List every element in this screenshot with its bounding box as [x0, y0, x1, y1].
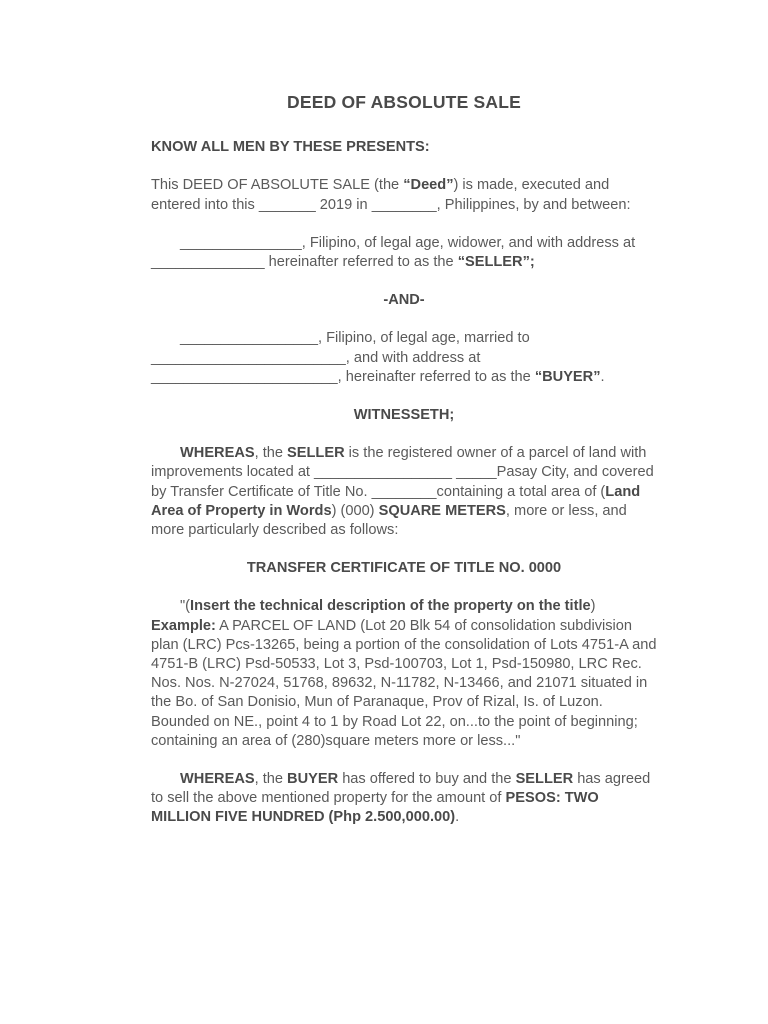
- insert-instruction: Insert the technical description of the property on the title: [190, 598, 591, 615]
- amount-term: PESOS: TWO MILLION FIVE HUNDRED (Php 2.500,000.00): [151, 790, 599, 826]
- buyer-paragraph: [151, 329, 657, 387]
- open-quote: "(: [180, 598, 191, 615]
- example-label: Example:: [151, 617, 216, 634]
- buyer-term: BUYER: [287, 771, 339, 788]
- buyer-end: .: [600, 368, 605, 385]
- intro-text: This DEED OF ABSOLUTE SALE (the: [151, 177, 404, 194]
- whereas-buyer-paragraph: [151, 770, 657, 828]
- buyer-label: “BUYER”: [534, 368, 601, 385]
- whereas-text-d: , more or less, and more particularly described as follows:: [151, 502, 627, 539]
- intro-text-rest: ) is made, executed and entered into this _______ 2019 in ________, Philippines, by and between:: [151, 177, 631, 213]
- whereas-text-b: has offered to buy and the: [338, 771, 516, 788]
- close-paren: ): [590, 598, 596, 615]
- whereas-label: WHEREAS: [180, 771, 255, 788]
- whereas-text-a: , the: [254, 771, 288, 788]
- whereas-seller-paragraph: [151, 444, 657, 540]
- deed-term: “Deed”: [403, 177, 454, 194]
- tct-heading: TRANSFER CERTIFICATE OF TITLE NO. 0000: [246, 560, 562, 577]
- square-meters-term: SQUARE METERS: [378, 502, 506, 519]
- seller-text: _______________, Filipino, of legal age, widower, and with address at ______________ hereinafter referred to as the: [151, 234, 636, 271]
- buyer-text: _________________, Filipino, of legal age, married to ________________________, and with address at _______________________, hereinafter referred to as the: [151, 330, 535, 385]
- and-separator: -AND-: [383, 292, 425, 309]
- whereas-text-b: is the registered owner of a parcel of land with improvements located at _________________ _____Pasay City, and covered by Transfer Certificate of Title No. ________containing a total area of (: [151, 445, 654, 500]
- technical-description-paragraph: [151, 597, 657, 751]
- land-area-term: Land Area of Property in Words: [151, 483, 641, 519]
- seller-term: SELLER: [515, 771, 574, 788]
- whereas-text-a: , the: [254, 445, 288, 462]
- deed-document: [151, 93, 657, 828]
- seller-term: SELLER: [287, 445, 345, 462]
- whereas-text-c: has agreed to sell the above mentioned property for the amount of: [151, 771, 651, 807]
- whereas-label: WHEREAS: [180, 445, 255, 462]
- witnesseth-heading: WITNESSETH;: [353, 407, 455, 424]
- whereas-text-c: ) (000): [331, 502, 379, 519]
- intro-paragraph: [151, 176, 657, 214]
- know-all-men-heading: KNOW ALL MEN BY THESE PRESENTS:: [151, 139, 430, 156]
- seller-paragraph: [151, 234, 657, 272]
- document-title: DEED OF ABSOLUTE SALE: [287, 92, 521, 112]
- seller-label: “SELLER”;: [457, 254, 535, 271]
- technical-description-text: A PARCEL OF LAND (Lot 20 Blk 54 of consolidation subdivision plan (LRC) Pcs-13265, being a portion of the consolidation of Lots 4751-A and 4751-B (LRC) Psd-50533, Lot 3, Psd-100703, Lot 1, Psd-150980, LRC Rec. Nos. Nos. N-27024, 51768, 89632, N-11782, N-13466, and 21071 situated in the Bo. of San Donisio, Mun of Paranaque, Prov of Rizal, Is. of Luzon. Bounded on NE., point 4 to 1 by Road Lot 22, on...to the point of beginning; containing an area of (280)square meters more or less...": [151, 617, 657, 749]
- whereas-end: .: [455, 809, 460, 826]
